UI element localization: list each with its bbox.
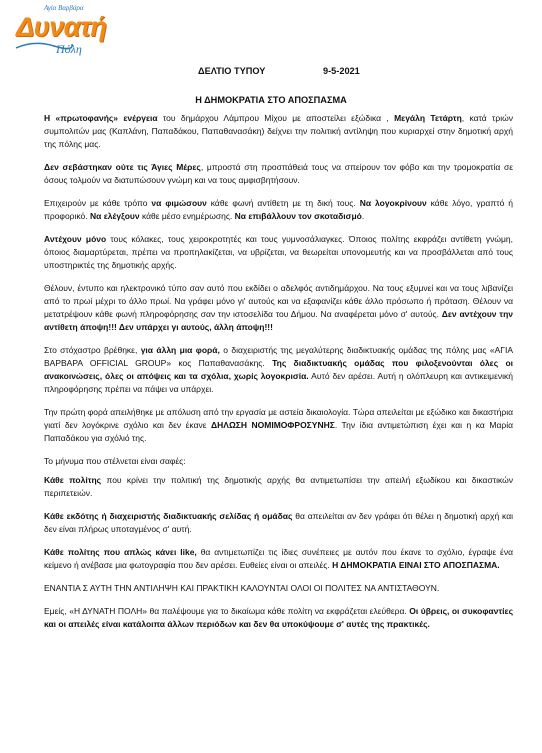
logo-small-text: Αγία Βαρβάρα — [44, 4, 84, 12]
text-bold: ΔΗΛΩΣΗ ΝΟΜΙΜΟΦΡΟΣΥΝΗΣ — [211, 420, 335, 430]
text-bold: για άλλη μια φορά, — [140, 345, 220, 355]
text-bold: Η ΔΗΜΟΚΡΑΤΙΑ ΕΙΝΑΙ ΣΤΟ ΑΠΟΣΠΑΣΜΑ. — [332, 560, 500, 570]
text: . Την ίδια αντιμετώπιση έχει και η κα Μαρία Παπαδάκου για σχόλιό της. — [44, 420, 513, 443]
text: Αυτό δεν αρέσει. Αυτή η ολόπλευρη και αντικειμενική πληροφόρησης πρέπει να πάψει να υπάρχει. — [44, 371, 513, 394]
text-bold: Κάθε πολίτης που απλώς κάνει like, — [44, 547, 197, 557]
paragraph-8: Το μήνυμα που στέλνεται είναι σαφές: — [44, 456, 186, 466]
text-bold: Αντέχουν μόνο — [44, 234, 107, 244]
text: ο διαχειριστής της μεγαλύτερης διαδικτυακής ομάδας της πόλης μας «ΑΓΙΑ ΒΑΡΒΑΡΑ OFFICIAL GROUP» κος Παπαθανασάκης. — [44, 345, 513, 368]
text: θα απειλείται αν δεν γράφει ότι θέλει η δημοτική αρχή και δεν είναι πλήρως υποταγμένος σ' αυτή. — [44, 511, 513, 534]
paragraph-6 — [44, 344, 513, 396]
text: Εμείς, «Η ΔΥΝΑΤΗ ΠΟΛΗ» θα παλέψουμε για το δικαίωμα κάθε πολίτη να εκφράζεται ελεύθερα. — [44, 606, 410, 616]
text: Θέλουν, έντυπο και ηλεκτρονικό τύπο σαν αυτό που εκδίδει ο αδελφός αντιδημάρχου. Να τους εξυμνεί και να τους λιβανίζει από το πρωί μέχρι το άλλο πρωί. Να γράφει μόνο γι' αυτούς και να εξαφανίζει κάθε άλλο πρόσωπο ή πρόταση. Θέλουν να μετατρέψουν κάθε φωνή πληροφόρησης σαν την ιστοσελίδα του Δήμου. Να αναφέρεται μόνο σ' αυτούς. — [44, 283, 513, 319]
paragraph-2 — [44, 161, 513, 187]
text-bold: Κάθε πολίτης — [44, 475, 102, 485]
press-release-label: ΔΕΛΤΙΟ ΤΥΠΟΥ — [198, 66, 266, 76]
text: του δημάρχου Λάμπρου Μίχου με αποστείλει εξώδικα , — [157, 113, 395, 123]
text: κάθε μέσο ενημέρωσης. — [139, 211, 235, 221]
text-bold: Μεγάλη Τετάρτη — [394, 113, 462, 123]
text: Στο στόχαστρο βρέθηκε, — [44, 345, 141, 355]
text-bold: Της διαδικτυακής ομάδας που φιλοξενούνται όλες οι ανακοινώσεις, όλες οι απόψεις και τα σχόλια, χωρίς λογοκρισία. — [44, 358, 513, 381]
text: που κρίνει την πολιτική της δημοτικής αρχής θα αντιμετωπίσει την απειλή εξωδίκου και δικαστικών περιπετειών. — [44, 475, 513, 498]
page-title: Η ΔΗΜΟΚΡΑΤΙΑ ΣΤΟ ΑΠΟΣΠΑΣΜΑ — [195, 95, 347, 105]
text: , κατά τριών συμπολιτών μας (Καπλάνη, Παπαδάκου, Παπαθανασάκη) δείχνει την πολιτική αντίληψη που κυριαρχεί στην δημοτική αρχή της πόλης μας. — [44, 113, 513, 149]
paragraph-3 — [44, 197, 513, 223]
paragraph-9 — [44, 474, 513, 500]
text-bold: Η «πρωτοφανής» ενέργεια — [44, 113, 158, 123]
text-bold: Κάθε εκδότης ή διαχειριστής διαδικτυακής σελίδας ή ομάδας — [44, 511, 293, 521]
text: τους κόλακες, τους χειροκροτητές και τους γυμνοσάλιαγκες. Όποιος πολίτης εκφράζει αντίθετη γνώμη, όποιος διαμαρτύρεται, πρέπει να προπηλακίζεται, να υβρίζεται, να θεωρείται υπονομευτής και να προσβάλλεται από τους υποστηρικτές της δημοτικής αρχής. — [44, 234, 513, 270]
text-bold: Οι ύβρεις, οι συκοφαντίες και οι απειλές είναι κατάλοιπα άλλων περιόδων και δεν θα υποκύψουμε σ' αυτές της πρακτικές. — [44, 606, 513, 629]
text-bold: Να επιβάλλουν τον σκοταδισμό — [234, 211, 362, 221]
logo — [14, 4, 114, 62]
text: . — [361, 211, 365, 221]
text: κάθε φωνή αντίθετη με τη δική τους. — [206, 198, 360, 208]
text: κάθε λόγο, γραπτό ή προφορικό. — [44, 198, 513, 221]
paragraph-4 — [44, 233, 513, 272]
document-body — [44, 112, 513, 631]
logo-main-text: Δυνατή — [16, 12, 107, 42]
paragraph-1 — [44, 112, 513, 151]
paragraph-5 — [44, 282, 513, 334]
paragraph-12: ΕΝΑΝΤΙΑ Σ ΑΥΤΗ ΤΗΝ ΑΝΤΙΛΗΨΗ ΚΑΙ ΠΡΑΚΤΙΚΗ ΚΑΛΟΥΝΤΑΙ ΟΛΟΙ ΟΙ ΠΟΛΙΤΕΣ ΝΑ ΑΝΤΙΣΤΑΘΟΥΝ. — [44, 583, 440, 593]
paragraph-11 — [44, 546, 513, 572]
text-bold: Να ελέγξουν — [90, 211, 140, 221]
release-date: 9-5-2021 — [323, 66, 360, 76]
text: , μπροστά στη προσπάθειά τους να σπείρουν τον φόβο και την τρομοκρατία σε όσους τολμούν να διατυπώσουν γνώμη και να τους αμφισβητήσουν. — [44, 162, 513, 185]
text-bold: Να λογοκρίνουν — [359, 198, 427, 208]
text-bold: να φιμώσουν — [151, 198, 207, 208]
paragraph-13 — [44, 605, 513, 631]
paragraph-10 — [44, 510, 513, 536]
logo-script-text: Πόλη — [56, 42, 82, 56]
paragraph-7 — [44, 406, 513, 445]
text: Την πρώτη φορά απειλήθηκε με απόλυση από την εργασία με αστεία δικαιολογία. Τώρα απειλείται με εξώδικο και δικαστήρια γιατί δεν λογόκρινε σχόλιο και δεν έκανε — [44, 407, 513, 430]
text-bold: Δεν αντέχουν την αντίθετη άποψη!!! Δεν υπάρχει γι αυτούς, άλλη άποψη!!! — [44, 309, 514, 332]
text: θα αντιμετωπίζει τις ίδιες συνέπειες με αυτόν που έκανε το σχόλιο, έγραψε ένα κείμενο ή ανέβασε μια φωτογραφία που δεν αρέσει. Ευθείες είναι οι απειλές. — [44, 547, 513, 570]
text: Επιχειρούν με κάθε τρόπο — [44, 198, 152, 208]
text-bold: Δεν σεβάστηκαν ούτε τις Άγιες Μέρες — [44, 162, 201, 172]
